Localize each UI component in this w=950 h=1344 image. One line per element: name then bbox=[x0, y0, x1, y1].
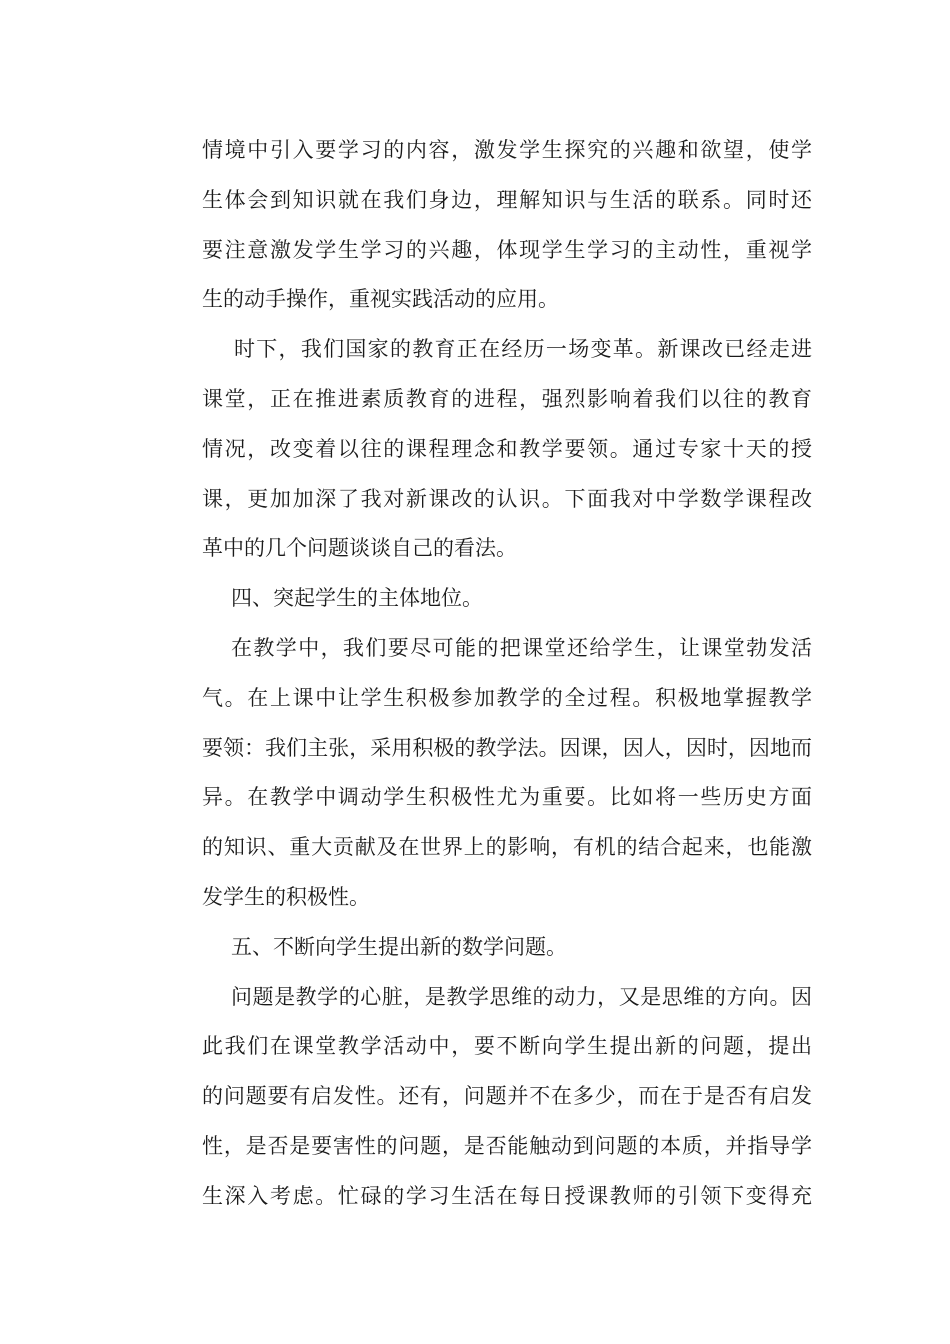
text-line: 异。在教学中调动学生积极性尤为重要。比如将一些历史方面 bbox=[202, 785, 812, 810]
text-line: 生的动手操作，重视实践活动的应用。 bbox=[202, 287, 559, 312]
text-line: 性，是否是要害性的问题，是否能触动到问题的本质，并指导学 bbox=[202, 1133, 812, 1158]
text-line: 发学生的积极性。 bbox=[202, 884, 370, 909]
text-line: 要注意激发学生学习的兴趣，体现学生学习的主动性，重视学 bbox=[202, 237, 812, 262]
text-line: 生体会到知识就在我们身边，理解知识与生活的联系。同时还 bbox=[202, 187, 812, 212]
text-line: 革中的几个问题谈谈自己的看法。 bbox=[202, 536, 517, 561]
text-line: 的问题要有启发性。还有，问题并不在多少，而在于是否有启发 bbox=[202, 1084, 812, 1109]
text-line: 生深入考虑。忙碌的学习生活在每日授课教师的引领下变得充 bbox=[202, 1183, 812, 1208]
text-line: 气。在上课中让学生积极参加教学的全过程。积极地掌握教学 bbox=[202, 685, 812, 710]
text-line: 情况，改变着以往的课程理念和教学要领。通过专家十天的授 bbox=[202, 436, 812, 461]
text-line: 课堂，正在推进素质教育的进程，强烈影响着我们以往的教育 bbox=[202, 386, 812, 411]
text-line: 的知识、重大贡献及在世界上的影响，有机的结合起来，也能激 bbox=[202, 835, 812, 860]
paragraph-start-line: 时下，我们国家的教育正在经历一场变革。新课改已经走进 bbox=[234, 337, 812, 362]
text-line: 要领：我们主张，采用积极的教学法。因课，因人，因时，因地而 bbox=[202, 735, 812, 760]
paragraph-start-line: 问题是教学的心脏，是教学思维的动力，又是思维的方向。因 bbox=[231, 984, 812, 1009]
text-line: 此我们在课堂教学活动中，要不断向学生提出新的问题，提出 bbox=[202, 1034, 812, 1059]
text-line: 课，更加加深了我对新课改的认识。下面我对中学数学课程改 bbox=[202, 486, 812, 511]
section-heading-4: 四、突起学生的主体地位。 bbox=[231, 586, 483, 611]
section-heading-5: 五、不断向学生提出新的数学问题。 bbox=[231, 934, 567, 959]
text-line: 情境中引入要学习的内容，激发学生探究的兴趣和欲望，使学 bbox=[202, 138, 812, 162]
paragraph-start-line: 在教学中，我们要尽可能的把课堂还给学生，让课堂勃发活 bbox=[231, 635, 812, 660]
body-text bbox=[202, 126, 812, 1222]
